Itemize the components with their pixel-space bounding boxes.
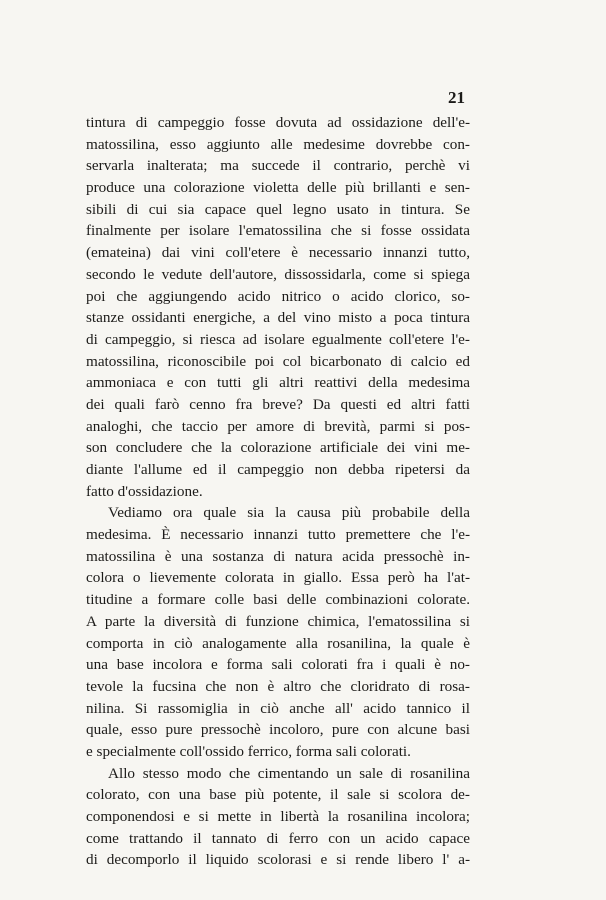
text-line: (emateina) dai vini coll'etere è necessario innanzi tutto, [86,244,470,262]
text-line: secondo le vedute dell'autore, dissossidarla, come si spiega [86,265,470,283]
text-line: matossilina è una sostanza di natura acida pressochè in- [86,547,470,565]
text-line: finalmente per isolare l'ematossilina che si fosse ossidata [86,222,470,240]
text-line: comporta in ciò analogamente alla rosanilina, la quale è [86,634,470,652]
text-line: come trattando il tannato di ferro con un acido capace [86,829,470,847]
text-line: di decomporlo il liquido scolorasi e si rende libero l' a- [86,851,470,869]
text-line: diante l'allume ed il campeggio non debba ripetersi da [86,461,470,478]
text-line: son concludere che la colorazione artificiale dei vini me- [86,439,470,457]
text-line: di campeggio, si riesca ad isolare egualmente coll'etere l'e- [86,330,470,348]
text-line: una base incolora e forma sali colorati fra i quali è no- [86,656,470,674]
text-line: Allo stesso modo che cimentando un sale di rosanilina [108,764,470,782]
text-line: componendosi e si mette in libertà la rosanilina incolora; [86,808,470,825]
text-line: quale, esso pure pressochè incoloro, pure con alcune basi [86,721,470,739]
text-line: stanze ossidanti energiche, a del vino misto a poca tintura [86,309,470,327]
text-line: matossilina, riconoscibile poi col bicarbonato di calcio ed [86,352,470,370]
text-line: matossilina, esso aggiunto alle medesime dovrebbe con- [86,135,470,153]
text-line: colorato, con una base più potente, il sale si scolora de- [86,786,470,804]
text-line: poi che aggiungendo acido nitrico o acido clorico, so- [86,287,470,305]
text-line: colora o lievemente colorata in giallo. Essa però ha l'at- [86,569,470,587]
text-line: titudine a formare colle basi delle combinazioni colorate. [86,591,470,609]
text-line: Vediamo ora quale sia la causa più probabile della [108,504,470,522]
text-line: tevole la fucsina che non è altro che cloridrato di rosa- [86,677,470,695]
text-line: servarla inalterata; ma succede il contrario, perchè vi [86,157,470,175]
text-line: fatto d'ossidazione. [86,482,203,500]
text-line: analoghi, che taccio per amore di brevità, parmi si pos- [86,417,470,435]
text-line: nilina. Si rassomiglia in ciò anche all' acido tannico il [86,699,470,717]
text-line: A parte la diversità di funzione chimica, l'ematossilina si [86,612,470,630]
text-line: produce una colorazione violetta delle più brillanti e sen- [86,179,470,197]
text-line: medesima. È necessario innanzi tutto premettere che l'e- [86,526,470,544]
page-number: 21 [448,88,465,107]
text-line: e specialmente coll'ossido ferrico, forma sali colorati. [86,742,411,760]
text-line: sibili di cui sia capace quel legno usato in tintura. Se [86,200,470,218]
text-line: dei quali farò cenno fra breve? Da questi ed altri fatti [86,395,470,413]
body-text [86,112,470,871]
text-line: ammoniaca e con tutti gli altri reattivi della medesima [86,374,470,392]
text-line: tintura di campeggio fosse dovuta ad ossidazione dell'e- [86,114,470,131]
